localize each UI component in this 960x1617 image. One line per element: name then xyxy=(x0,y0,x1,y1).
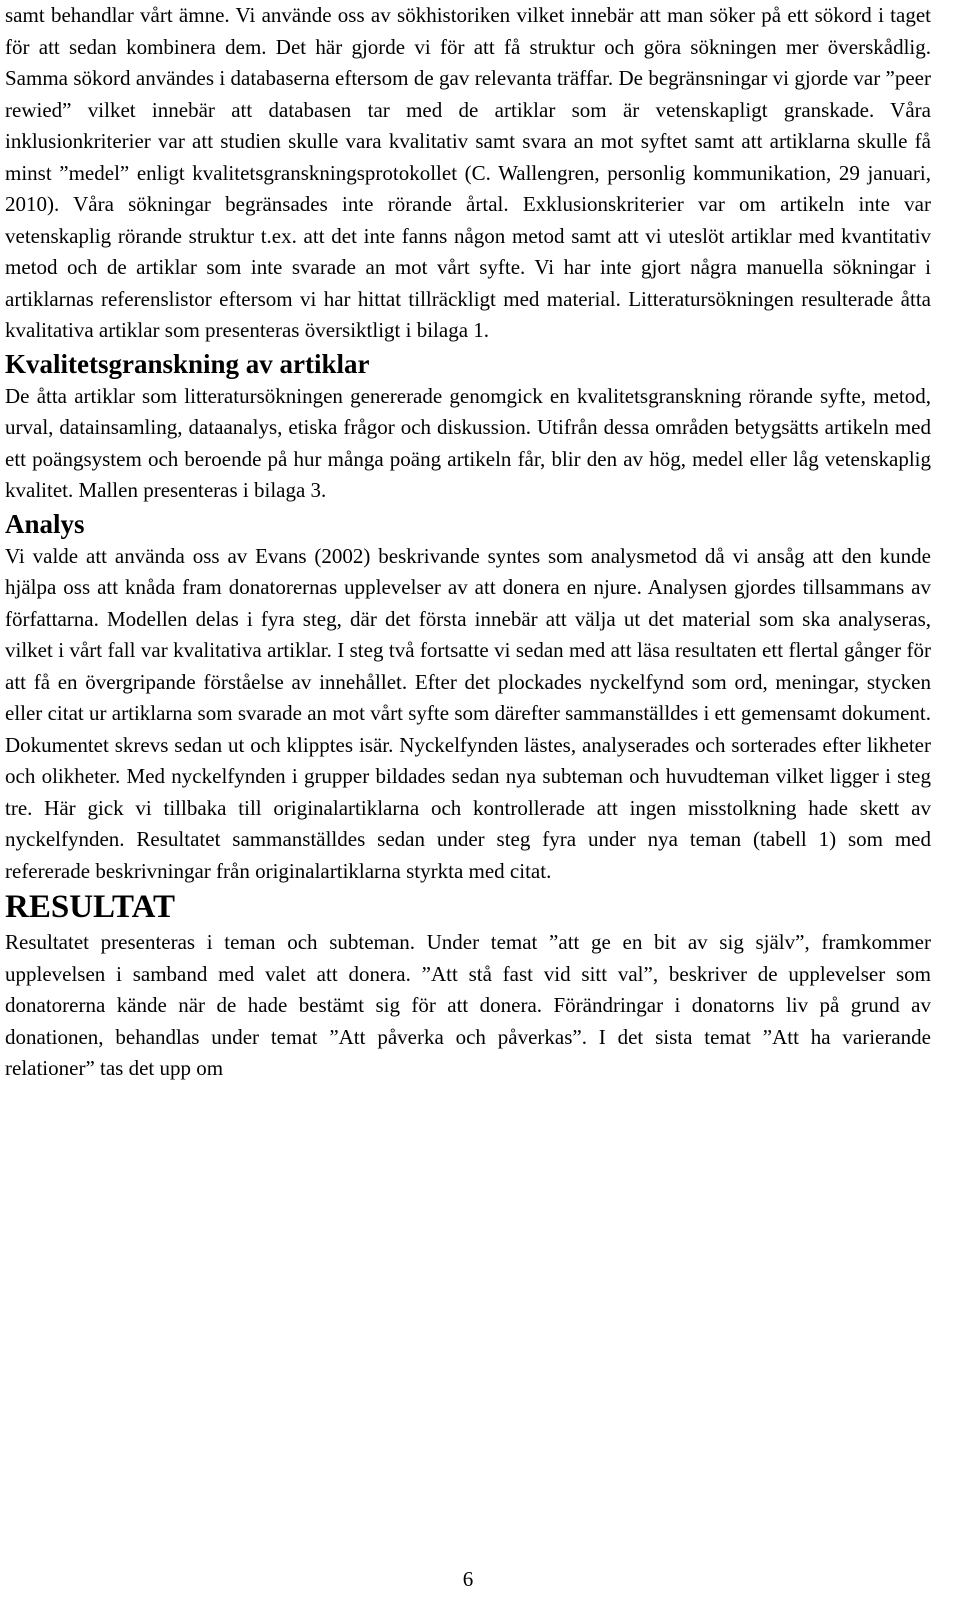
page-content xyxy=(5,0,931,1085)
method-continued-paragraph: samt behandlar vårt ämne. Vi använde oss av sökhistoriken vilket innebär att man söker på ett sökord i taget för att sedan kombinera dem. Det här gjorde vi för att få struktur och göra sökningen mer överskådlig. Samma sökord användes i databaserna eftersom de gav relevanta träffar. De begränsningar vi gjorde var ”peer rewied” vilket innebär att databasen tar med de artiklar som är vetenskapligt granskade. Våra inklusionkriterier var att studien skulle vara kvalitativ samt svara an mot syftet samt att artiklarna skulle få minst ”medel” enligt kvalitetsgranskningsprotokollet (C. Wallengren, personlig kommunikation, 29 januari, 2010). Våra sökningar begränsades inte rörande årtal. Exklusionskriterier var om artikeln inte var vetenskaplig rörande struktur t.ex. att det inte fanns någon metod samt att vi uteslöt artiklar med kvantitativ metod och de artiklar som inte svarade an mot vårt syfte. Vi har inte gjort några manuella sökningar i artiklarnas referenslistor eftersom vi har hittat tillräckligt med material. Litteratursökningen resulterade åtta kvalitativa artiklar som presenteras översiktligt i bilaga 1. xyxy=(5,3,931,342)
heading-quality-review: Kvalitetsgranskning av artiklar xyxy=(5,348,370,379)
heading-analysis: Analys xyxy=(5,508,85,539)
heading-results: RESULTAT xyxy=(5,889,175,925)
analysis-paragraph: Vi valde att använda oss av Evans (2002) beskrivande syntes som analysmetod då vi ansåg att den kunde hjälpa oss att knåda fram donatorernas upplevelser av att donera en njure. Analysen gjordes tillsammans av författarna. Modellen delas i fyra steg, där det första innebär att välja ut det material som ska analyseras, vilket i vårt fall var kvalitativa artiklar. I steg två fortsatte vi sedan med att läsa resultaten ett flertal gånger för att få en övergripande förståelse av innehållet. Efter det plockades nyckelfynd som ord, meningar, stycken eller citat ur artiklarna som svarade an mot vårt syfte som därefter sammanställdes i ett gemensamt dokument. Dokumentet skrevs sedan ut och klipptes isär. Nyckelfynden lästes, analyserades och sorterades efter likheter och olikheter. Med nyckelfynden i grupper bildades sedan nya subteman och huvudteman vilket ligger i steg tre. Här gick vi tillbaka till originalartiklarna och kontrollerade att ingen misstolkning hade skett av nyckelfynden. Resultatet sammanställdes sedan under steg fyra under nya teman (tabell 1) som med refererade beskrivningar från originalartiklarna styrkta med citat. xyxy=(5,543,931,883)
results-paragraph: Resultatet presenteras i teman och subteman. Under temat ”att ge en bit av sig själv”, framkommer upplevelsen i samband med valet att donera. ”Att stå fast vid sitt val”, beskriver de upplevelser som donatorerna kände när de hade bestämt sig för att donera. Förändringar i donatorns liv på grund av donationen, behandlas under temat ”Att påverka och påverkas”. I det sista temat ”Att ha varierande relationer” tas det upp om xyxy=(5,930,931,1080)
page-number: 6 xyxy=(462,1567,474,1591)
quality-review-paragraph: De åtta artiklar som litteratursökningen genererade genomgick en kvalitetsgranskning rörande syfte, metod, urval, datainsamling, dataanalys, etiska frågor och diskussion. Utifrån dessa områden betygsätts artikeln med ett poängsystem och beroende på hur många poäng artikeln får, blir den av hög, medel eller låg vetenskaplig kvalitet. Mallen presenteras i bilaga 3. xyxy=(5,383,931,502)
